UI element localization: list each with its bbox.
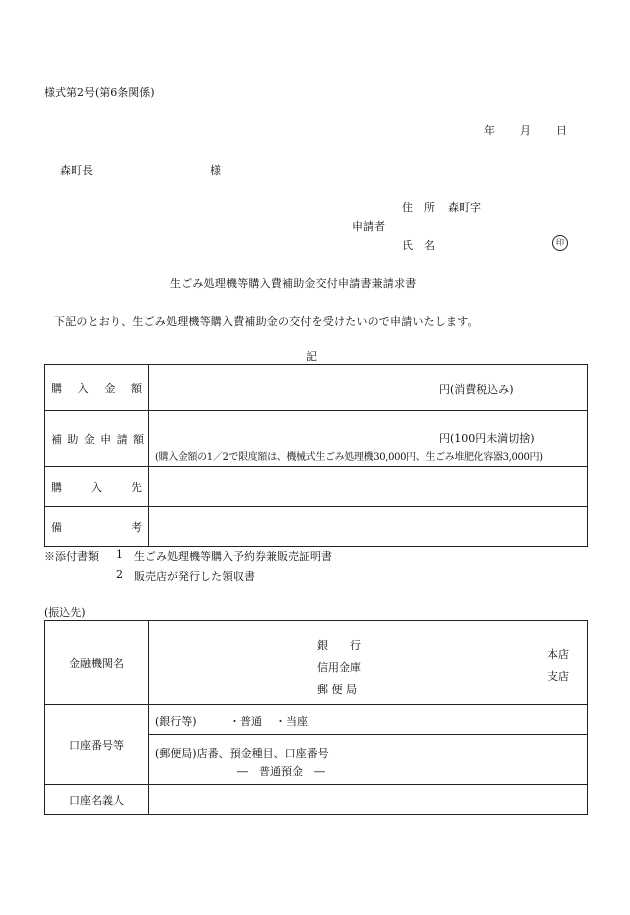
label-remarks: 備 考 [45,507,149,547]
value-subsidy-amount[interactable] [149,411,588,467]
seal-mark: 印 [552,235,568,251]
value-account-post[interactable] [149,735,588,785]
row-purchase-from [45,467,588,507]
address-label: 住 所 [402,201,435,214]
label-purchase-from: 購 入 先 [45,467,149,507]
attachment-1-text: 生ごみ処理機等購入予約券兼販売証明書 [134,550,332,563]
value-account-holder[interactable] [149,785,588,815]
document-title: 生ごみ処理機等購入費補助金交付申請書兼請求書 [170,277,417,290]
bank-option-checking: ・当座 [275,715,308,728]
form-number: 様式第2号(第6条関係) [44,86,155,99]
attachments-label: ※添付書類 [44,550,99,563]
bank-line-prefix: (銀行等) [155,715,197,728]
value-institution[interactable] [149,621,588,705]
post-line: (郵便局)店番、預金種目、口座番号 [155,747,329,760]
transfer-table [44,620,588,815]
row-remarks [45,507,588,547]
addressee-name: 森町長 [60,164,93,177]
institution-type-bank: 銀 行 [317,639,361,652]
value-account-bank[interactable] [149,705,588,735]
purchase-amount-unit: 円(消費税込み) [439,383,514,396]
subsidy-limit-note: (購入金額の1／2で限度額は、機械式生ごみ処理機30,000円、生ごみ堆肥化容器3,000円) [155,452,543,463]
row-account-holder [45,785,588,815]
label-account-number: 口座番号等 [45,705,149,785]
attachment-2-text: 販売店が発行した領収書 [134,570,255,583]
label-account-holder: 口座名義人 [45,785,149,815]
row-purchase-amount [45,365,588,411]
name-label: 氏 名 [402,239,435,252]
attachment-1-num: 1 [116,548,123,561]
post-account-type: ― 普通預金 ― [237,765,325,778]
transfer-heading: (振込先) [44,606,86,619]
bank-option-ordinary: ・普通 [229,715,262,728]
addressee-honorific: 様 [210,164,221,177]
date-year: 年 [484,124,495,137]
row-institution [45,621,588,705]
subsidy-amount-unit: 円(100円未満切捨) [439,432,535,445]
institution-type-post: 郵 便 局 [317,683,357,696]
ki-label: 記 [306,350,317,363]
row-subsidy-amount [45,411,588,467]
institution-type-credit: 信用金庫 [317,661,361,674]
value-purchase-from[interactable] [149,467,588,507]
label-subsidy-amount: 補 助 金 申 請 額 [45,411,149,467]
address-value: 森町字 [448,201,481,214]
date-day: 日 [556,124,567,137]
body-text: 下記のとおり、生ごみ処理機等購入費補助金の交付を受けたいので申請いたします。 [54,315,479,328]
row-account-bank [45,705,588,735]
label-purchase-amount: 購 入 金 額 [45,365,149,411]
value-remarks[interactable] [149,507,588,547]
branch-sub: 支店 [547,670,569,683]
date-month: 月 [520,124,531,137]
branch-main: 本店 [547,648,569,661]
label-institution: 金融機関名 [45,621,149,705]
applicant-label: 申請者 [352,220,385,233]
value-purchase-amount[interactable] [149,365,588,411]
attachment-2-num: 2 [116,568,123,581]
application-table [44,364,588,547]
